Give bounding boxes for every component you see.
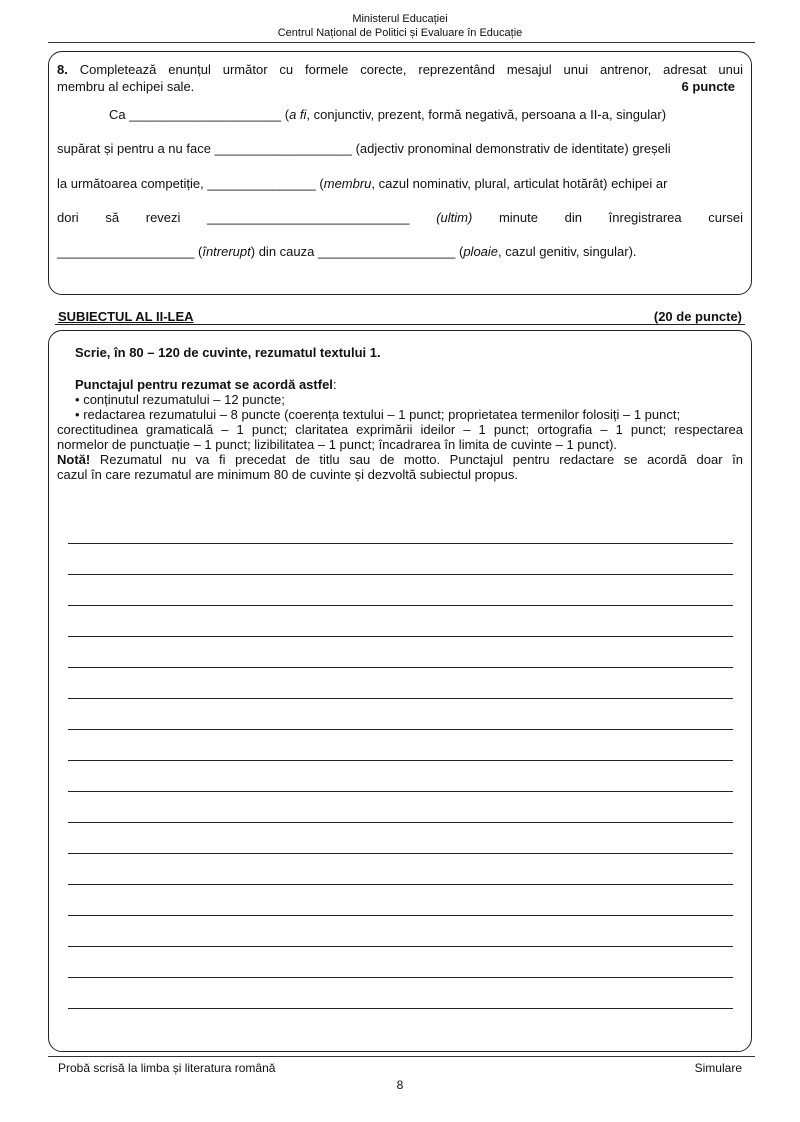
bullet-icon: • bbox=[75, 407, 80, 422]
writing-line[interactable] bbox=[68, 605, 733, 606]
q8-line3-hint: , cazul nominativ, plural, articulat hotărât) echipei ar bbox=[371, 176, 668, 191]
scoring-bullet-1 bbox=[75, 392, 743, 407]
q8-line5-text: ) din cauza bbox=[250, 244, 315, 259]
writing-line[interactable] bbox=[68, 698, 733, 699]
writing-line[interactable] bbox=[68, 915, 733, 916]
q8-prompt-b: membru al echipei sale. bbox=[57, 79, 195, 94]
scoring-title-text: Punctajul pentru rezumat se acordă astfel bbox=[75, 377, 333, 392]
writing-line[interactable] bbox=[68, 977, 733, 978]
writing-line[interactable] bbox=[68, 791, 733, 792]
q8-blank-1[interactable]: _____________________ bbox=[129, 107, 282, 122]
writing-line[interactable] bbox=[68, 543, 733, 544]
q8-paren: ( bbox=[458, 244, 464, 259]
writing-line[interactable] bbox=[68, 853, 733, 854]
summary-task: Scrie, în 80 – 120 de cuvinte, rezumatul textului 1. bbox=[75, 345, 381, 360]
writing-line[interactable] bbox=[68, 760, 733, 761]
q8-word-ultim: (ultim) bbox=[436, 210, 473, 225]
q8-word: revezi bbox=[145, 210, 181, 225]
writing-line[interactable] bbox=[68, 667, 733, 668]
writing-line[interactable] bbox=[68, 636, 733, 637]
q8-number: 8. bbox=[57, 62, 68, 77]
q8-line5 bbox=[57, 244, 743, 260]
subject-2-rule bbox=[55, 324, 745, 325]
q8-word: din bbox=[564, 210, 582, 225]
bullet-2-text: redactarea rezumatului – 8 puncte (coerența textului – 1 punct; proprietatea termenilor folosiți – 1 punct; bbox=[83, 407, 681, 422]
question-8-box bbox=[48, 51, 752, 295]
note-label: Notă! bbox=[57, 452, 91, 467]
note-line1 bbox=[57, 452, 743, 467]
q8-line4 bbox=[57, 210, 743, 226]
q8-blank-2[interactable]: ___________________ bbox=[214, 141, 352, 156]
q8-line3-text: la următoarea competiție, bbox=[57, 176, 204, 191]
q8-line2-text: supărat și pentru a nu face bbox=[57, 141, 211, 156]
q8-word-ploaie: ploaie bbox=[463, 244, 499, 259]
q8-prompt-a: Completează enunțul următor cu formele corecte, reprezentând mesajul unui antrenor, adresat unui bbox=[79, 62, 743, 77]
header-divider bbox=[48, 42, 755, 43]
q8-paren: ( bbox=[198, 244, 203, 259]
writing-line[interactable] bbox=[68, 822, 733, 823]
q8-blank-3[interactable]: _______________ bbox=[207, 176, 316, 191]
q8-word: minute bbox=[498, 210, 538, 225]
ministry-name: Ministerul Educației bbox=[352, 13, 448, 25]
q8-word-intrerupt: întrerupt bbox=[202, 244, 251, 259]
scoring-bullet-2b: corectitudinea gramaticală – 1 punct; claritatea exprimării ideilor – 1 punct; ortografia – 1 punct; respectarea bbox=[57, 422, 743, 437]
center-name: Centrul Național de Politici și Evaluare în Educație bbox=[277, 27, 523, 39]
page-number: 8 bbox=[396, 1078, 404, 1092]
writing-line[interactable] bbox=[68, 884, 733, 885]
q8-paren: ( bbox=[319, 176, 324, 191]
footer-divider bbox=[48, 1056, 755, 1057]
q8-prompt-line1 bbox=[57, 62, 743, 78]
q8-paren: ( bbox=[284, 107, 290, 122]
q8-line2-hint: (adjectiv pronominal demonstrativ de identitate) greșeli bbox=[355, 141, 671, 156]
q8-word: dori bbox=[57, 210, 79, 225]
bullet-1-text: conținutul rezumatului – 12 puncte; bbox=[83, 392, 285, 407]
q8-word: cursei bbox=[708, 210, 743, 225]
footer-exam-type: Simulare bbox=[694, 1061, 742, 1075]
q8-prompt-line2 bbox=[57, 79, 743, 95]
q8-line2 bbox=[57, 141, 743, 157]
q8-line1-hint: , conjunctiv, prezent, formă negativă, persoana a II-a, singular) bbox=[306, 107, 667, 122]
q8-word-membru: membru bbox=[323, 176, 372, 191]
q8-word: înregistrarea bbox=[608, 210, 682, 225]
q8-line1 bbox=[109, 107, 743, 123]
scoring-title: Punctajul pentru rezumat se acordă astfel: bbox=[75, 377, 337, 392]
q8-blank-6[interactable]: ___________________ bbox=[317, 244, 456, 259]
q8-word-a-fi: a fi bbox=[289, 107, 307, 122]
q8-line5-hint: , cazul genitiv, singular). bbox=[498, 244, 637, 259]
writing-line[interactable] bbox=[68, 574, 733, 575]
subject-2-title: SUBIECTUL AL II-LEA bbox=[58, 309, 194, 324]
q8-line3 bbox=[57, 176, 743, 192]
scoring-bullet-2c: normelor de punctuație – 1 punct; lizibilitatea – 1 punct; încadrarea în limita de cuvinte – 1 punct). bbox=[57, 437, 618, 452]
summary-box bbox=[48, 330, 752, 1052]
writing-line[interactable] bbox=[68, 1008, 733, 1009]
subject-2-points: (20 de puncte) bbox=[653, 309, 742, 324]
footer-exam-name: Probă scrisă la limba și literatura română bbox=[58, 1061, 276, 1075]
note-line2: cazul în care rezumatul are minimum 80 de cuvinte și dezvoltă subiectul propus. bbox=[57, 467, 518, 482]
q8-blank-4[interactable]: ____________________________ bbox=[207, 210, 410, 225]
q8-blank-5[interactable]: ___________________ bbox=[57, 244, 195, 259]
note-text-a: Rezumatul nu va fi precedat de titlu sau de motto. Punctajul pentru redactare se acordă doar în bbox=[99, 452, 743, 467]
q8-points: 6 puncte bbox=[681, 79, 735, 94]
writing-line[interactable] bbox=[68, 729, 733, 730]
bullet-icon: • bbox=[75, 392, 80, 407]
q8-line1-text: Ca bbox=[109, 107, 126, 122]
writing-line[interactable] bbox=[68, 946, 733, 947]
scoring-bullet-2a bbox=[75, 407, 743, 422]
q8-word: să bbox=[105, 210, 120, 225]
